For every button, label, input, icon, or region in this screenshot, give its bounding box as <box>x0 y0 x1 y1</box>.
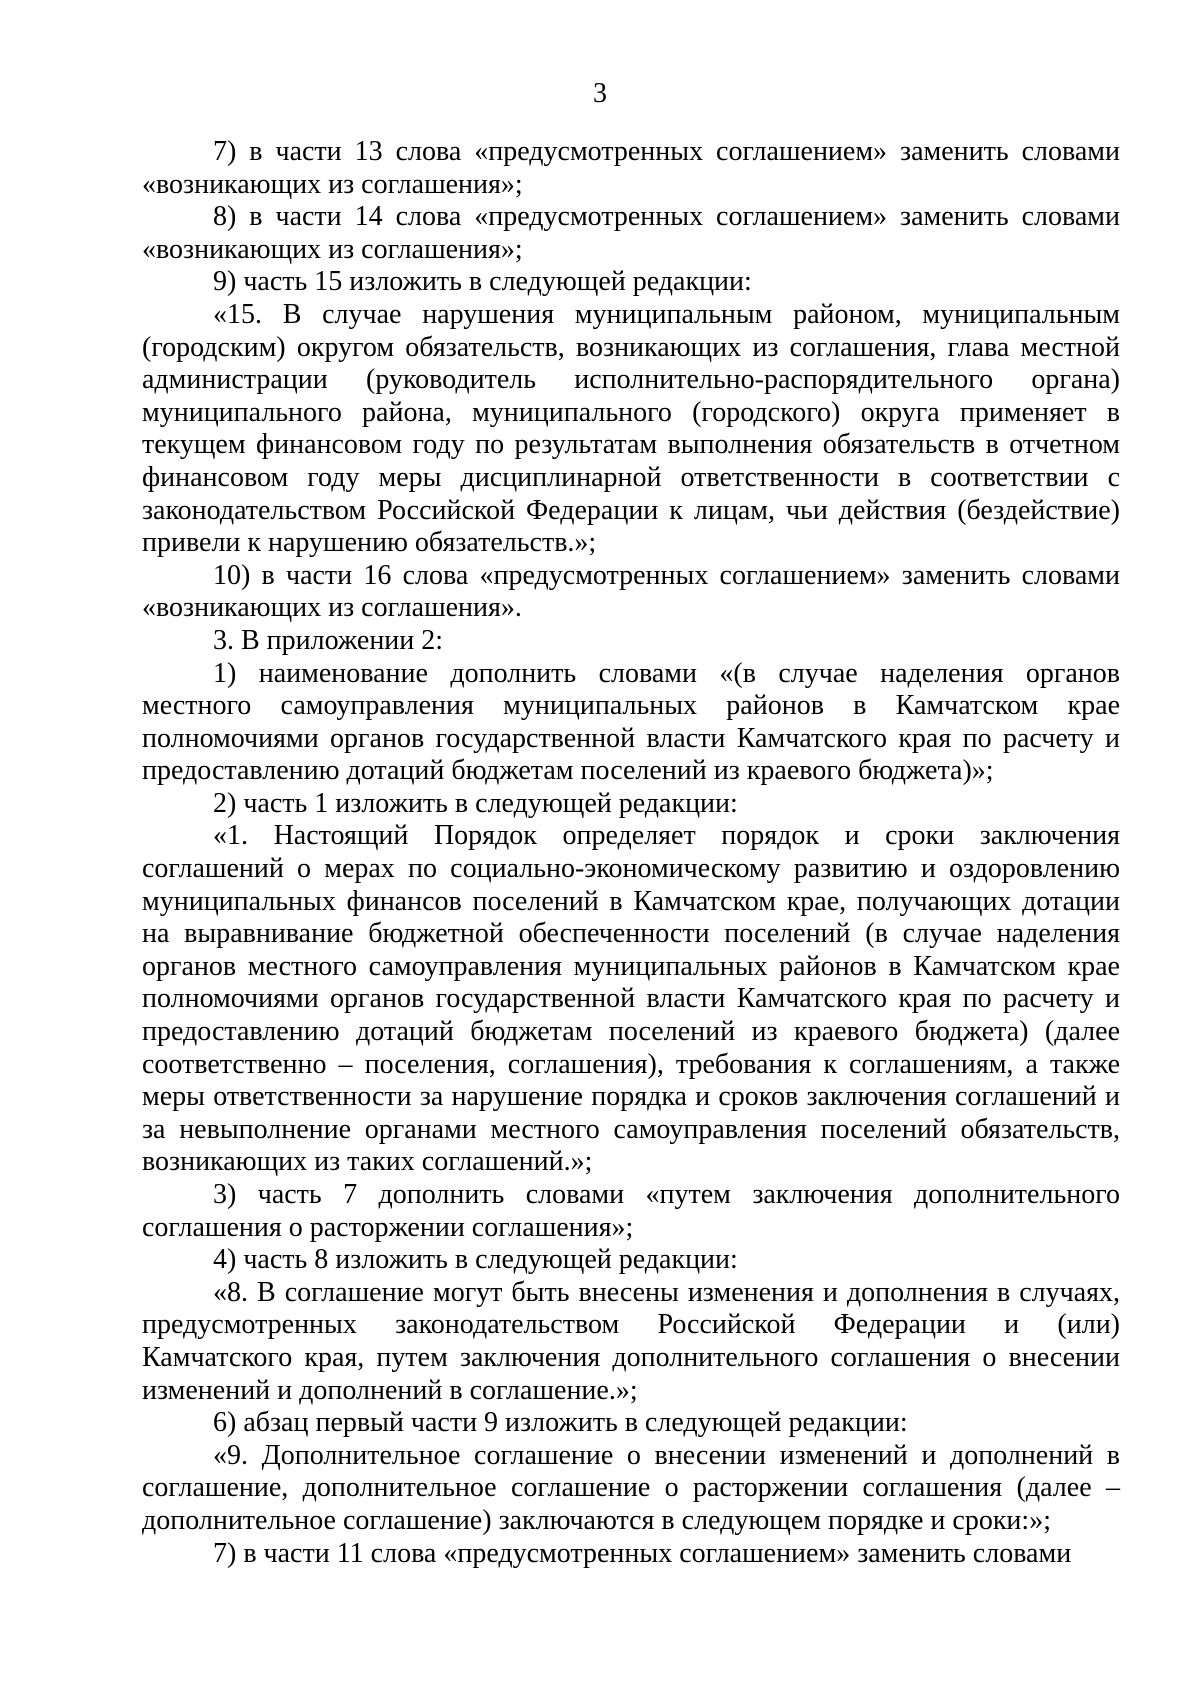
paragraph: 2) часть 1 изложить в следующей редакции: <box>213 787 738 819</box>
paragraph: 7) в части 13 слова «предусмотренных соглашением» заменить словами «возникающих из соглашения»; <box>142 136 1120 200</box>
paragraph: 3. В приложении 2: <box>213 624 444 656</box>
paragraph: 8) в части 14 слова «предусмотренных соглашением» заменить словами «возникающих из соглашения»; <box>142 201 1120 265</box>
paragraph: 10) в части 16 слова «предусмотренных соглашением» заменить словами «возникающих из соглашения». <box>142 559 1120 624</box>
paragraph: 9) часть 15 изложить в следующей редакции: <box>213 266 752 298</box>
paragraph: 4) часть 8 изложить в следующей редакции: <box>213 1244 738 1276</box>
paragraph: «15. В случае нарушения муниципальным районом, муниципальным (городским) округом обязательств, возникающих из соглашения, глава местной администрации (руководитель исполнительно-распорядительного органа) муниципального района, муниципального (городского) округа применяет в текущем финансовом году по результатам выполнения обязательств в отчетном финансовом году меры дисциплинарной ответственности в соответствии с законодательством Российской Федерации к лицам, чьи действия (бездействие) привели к нарушению обязательств.»; <box>142 298 1120 559</box>
paragraph: 1) наименование дополнить словами «(в случае наделения органов местного самоуправления муниципальных районов в Камчатском крае полномочиями органов государственной власти Камчатского края по расчету и предоставлению дотаций бюджетам поселений из краевого бюджета)»; <box>142 657 1120 787</box>
paragraph: «9. Дополнительное соглашение о внесении изменений и дополнений в соглашение, дополнительное соглашение о расторжении соглашения (далее – дополнительное соглашение) заключаются в следующем порядке и сроки:»; <box>142 1439 1120 1536</box>
paragraph: «1. Настоящий Порядок определяет порядок и сроки заключения соглашений о мерах по социально-экономическому развитию и оздоровлению муниципальных финансов поселений в Камчатском крае, получающих дотации на выравнивание бюджетной обеспеченности поселений (в случае наделения органов местного самоуправления муниципальных районов в Камчатском крае полномочиями органов государственной власти Камчатского края по расчету и предоставлению дотаций бюджетам поселений из краевого бюджета) (далее соответственно – поселения, соглашения), требования к соглашениям, а также меры ответственности за нарушение порядка и сроков заключения соглашений и за невыполнение органами местного самоуправления поселений обязательств, возникающих из таких соглашений.»; <box>142 820 1120 1178</box>
page-number: 3 <box>593 78 607 109</box>
paragraph: 6) абзац первый части 9 изложить в следующей редакции: <box>213 1407 908 1439</box>
document-body <box>142 136 1120 1570</box>
paragraph: 7) в части 11 слова «предусмотренных соглашением» заменить словами <box>213 1537 1072 1569</box>
paragraph: 3) часть 7 дополнить словами «путем заключения дополнительного соглашения о расторжении соглашения»; <box>142 1179 1120 1243</box>
paragraph: «8. В соглашение могут быть внесены изменения и дополнения в случаях, предусмотренных законодательством Российской Федерации и (или) Камчатского края, путем заключения дополнительного соглашения о внесении изменений и дополнений в соглашение.»; <box>142 1276 1120 1406</box>
